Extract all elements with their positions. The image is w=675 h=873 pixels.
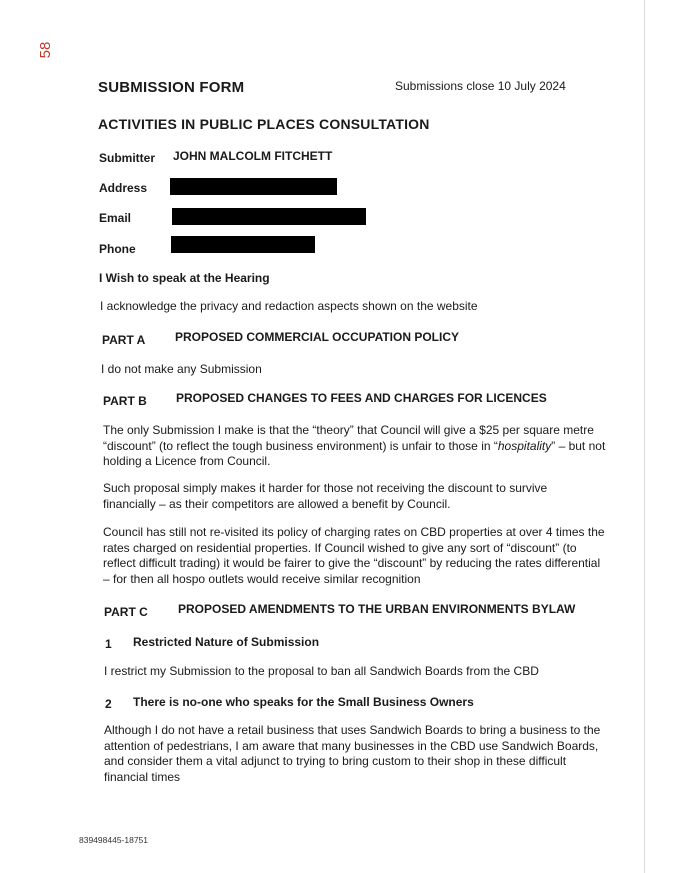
close-date: Submissions close 10 July 2024 [395, 79, 566, 93]
page-edge [644, 0, 645, 873]
document-id: 839498445-18751 [79, 835, 149, 845]
part-b-label: PART B [103, 394, 147, 408]
part-b-paragraph-3: Council has still not re-visited its policy of charging rates on CBD properties at over 4 times the rates charged on residential properties. If Council wished to give any sort of “discount” (to reflect difficult trading) it would be fairer to give the “discount” by reducing the rates differential – for then all hospo outlets would receive similar recognition [103, 525, 605, 586]
section-1-number: 1 [105, 637, 112, 651]
submitter-name: JOHN MALCOLM FITCHETT [173, 149, 333, 163]
part-b-paragraph-1: The only Submission I make is that the “theory” that Council will give a $25 per square metre “discount” (to reflect the tough business environment) is unfair to those in “hospitality” – but not holding a Licence from Council. [103, 423, 606, 468]
part-b-paragraph-2: Such proposal simply makes it harder for those not receiving the discount to survive financially – as their competitors are allowed a benefit by Council. [103, 481, 548, 511]
submitter-label: Submitter [99, 151, 156, 165]
form-title: SUBMISSION FORM [98, 79, 245, 96]
hospitality-emphasis: hospitality [497, 438, 552, 453]
phone-label: Phone [99, 242, 136, 256]
consultation-title: ACTIVITIES IN PUBLIC PLACES CONSULTATION [98, 116, 430, 132]
section-1-title: Restricted Nature of Submission [133, 635, 320, 649]
part-c-title: PROPOSED AMENDMENTS TO THE URBAN ENVIRONMENTS BYLAW [178, 602, 576, 616]
part-a-text: I do not make any Submission [101, 362, 262, 376]
part-a-title: PROPOSED COMMERCIAL OCCUPATION POLICY [175, 330, 460, 344]
part-c-label: PART C [104, 605, 148, 619]
email-label: Email [99, 211, 132, 225]
address-redaction [170, 178, 337, 195]
section-2-title: There is no-one who speaks for the Small Business Owners [133, 695, 474, 709]
email-redaction [172, 208, 366, 225]
hearing-statement: I Wish to speak at the Hearing [99, 271, 270, 285]
privacy-statement: I acknowledge the privacy and redaction aspects shown on the website [100, 299, 478, 313]
address-label: Address [99, 181, 148, 195]
section-2-number: 2 [105, 697, 112, 711]
section-2-text: Although I do not have a retail business that uses Sandwich Boards to bring a business to the attention of pedestrians, I am aware that many businesses in the CBD use Sandwich Boards, and consider them a vital adjunct to trying to bring custom to their shop in these difficult financial times [104, 723, 601, 784]
phone-redaction [171, 236, 315, 253]
page-number-stamp: 58 [37, 41, 54, 59]
part-a-label: PART A [102, 333, 146, 347]
part-b-title: PROPOSED CHANGES TO FEES AND CHARGES FOR LICENCES [176, 391, 547, 405]
section-1-text: I restrict my Submission to the proposal to ban all Sandwich Boards from the CBD [104, 664, 539, 678]
